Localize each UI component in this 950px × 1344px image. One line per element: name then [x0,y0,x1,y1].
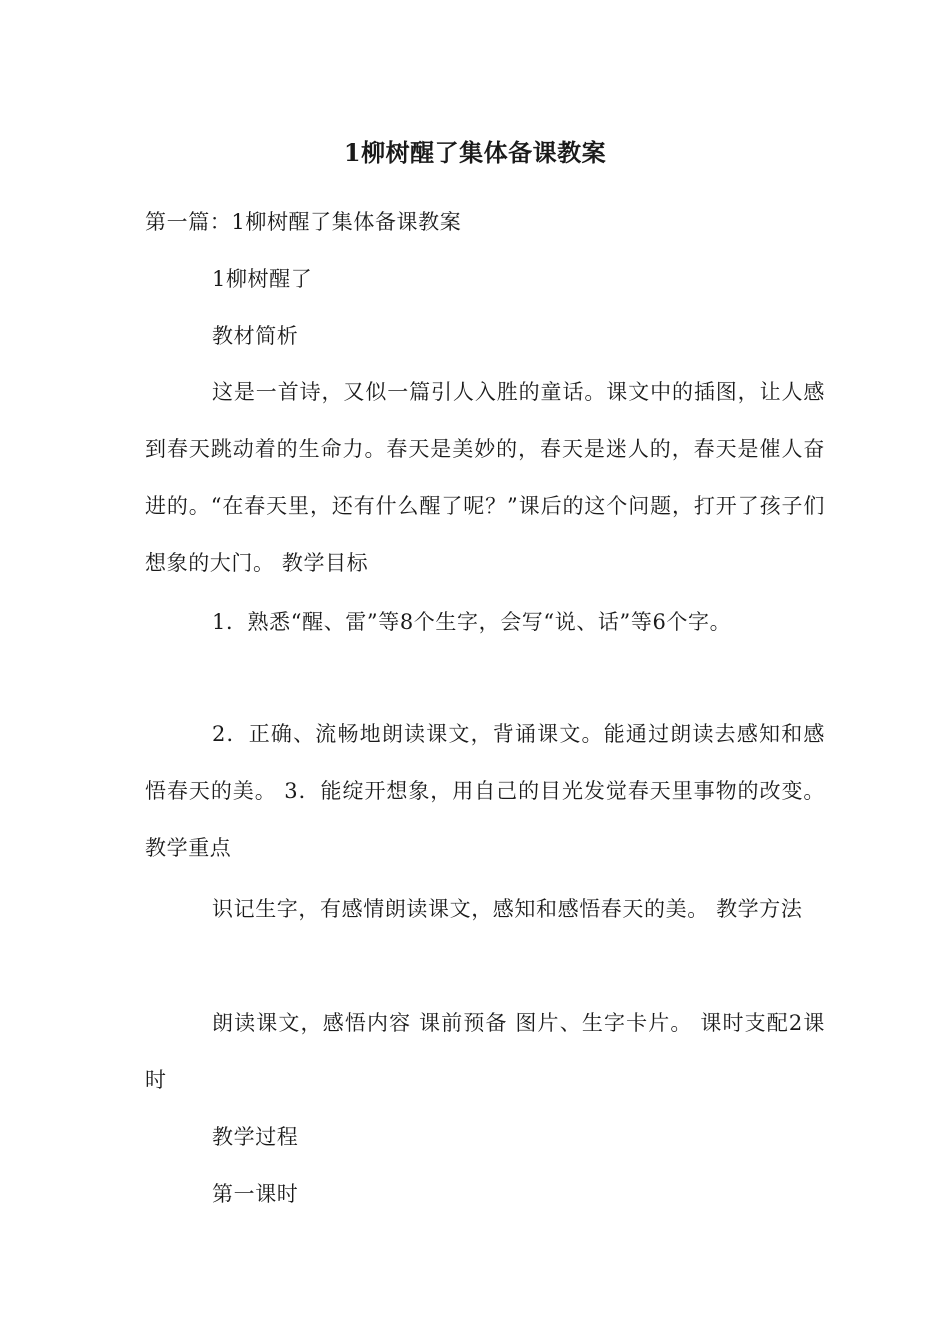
analysis-heading: 教材简析 [212,324,299,348]
key-point-paragraph: 识记生字，有感情朗读课文，感知和感悟春天的美。 教学方法 [212,897,803,921]
lesson-title: 1柳树醒了 [212,267,313,291]
section-heading: 第一篇：1柳树醒了集体备课教案 [145,210,462,234]
document-title: 1柳树醒了集体备课教案 [343,138,607,167]
process-heading: 教学过程 [212,1125,299,1149]
first-lesson-heading: 第一课时 [212,1182,299,1206]
analysis-paragraph: 这是一首诗，又似一篇引人入胜的童话。课文中的插图，让人感到春天跳动着的生命力。春天是美妙的，春天是迷人的，春天是催人奋进的。“在春天里，还有什么醒了呢？”课后的这个问题，打开了孩子们想象的大门。 教学目标 [145,380,825,575]
goal-2-3-paragraph: 2．正确、流畅地朗读课文，背诵课文。能通过朗读去感知和感悟春天的美。 3．能绽开想象，用自己的目光发觉春天里事物的改变。 教学重点 [145,722,825,860]
method-paragraph: 朗读课文，感悟内容 课前预备 图片、生字卡片。 课时支配2课时 [145,1011,825,1092]
goal-1: 1．熟悉“醒、雷”等8个生字，会写“说、话”等6个字。 [212,610,732,634]
